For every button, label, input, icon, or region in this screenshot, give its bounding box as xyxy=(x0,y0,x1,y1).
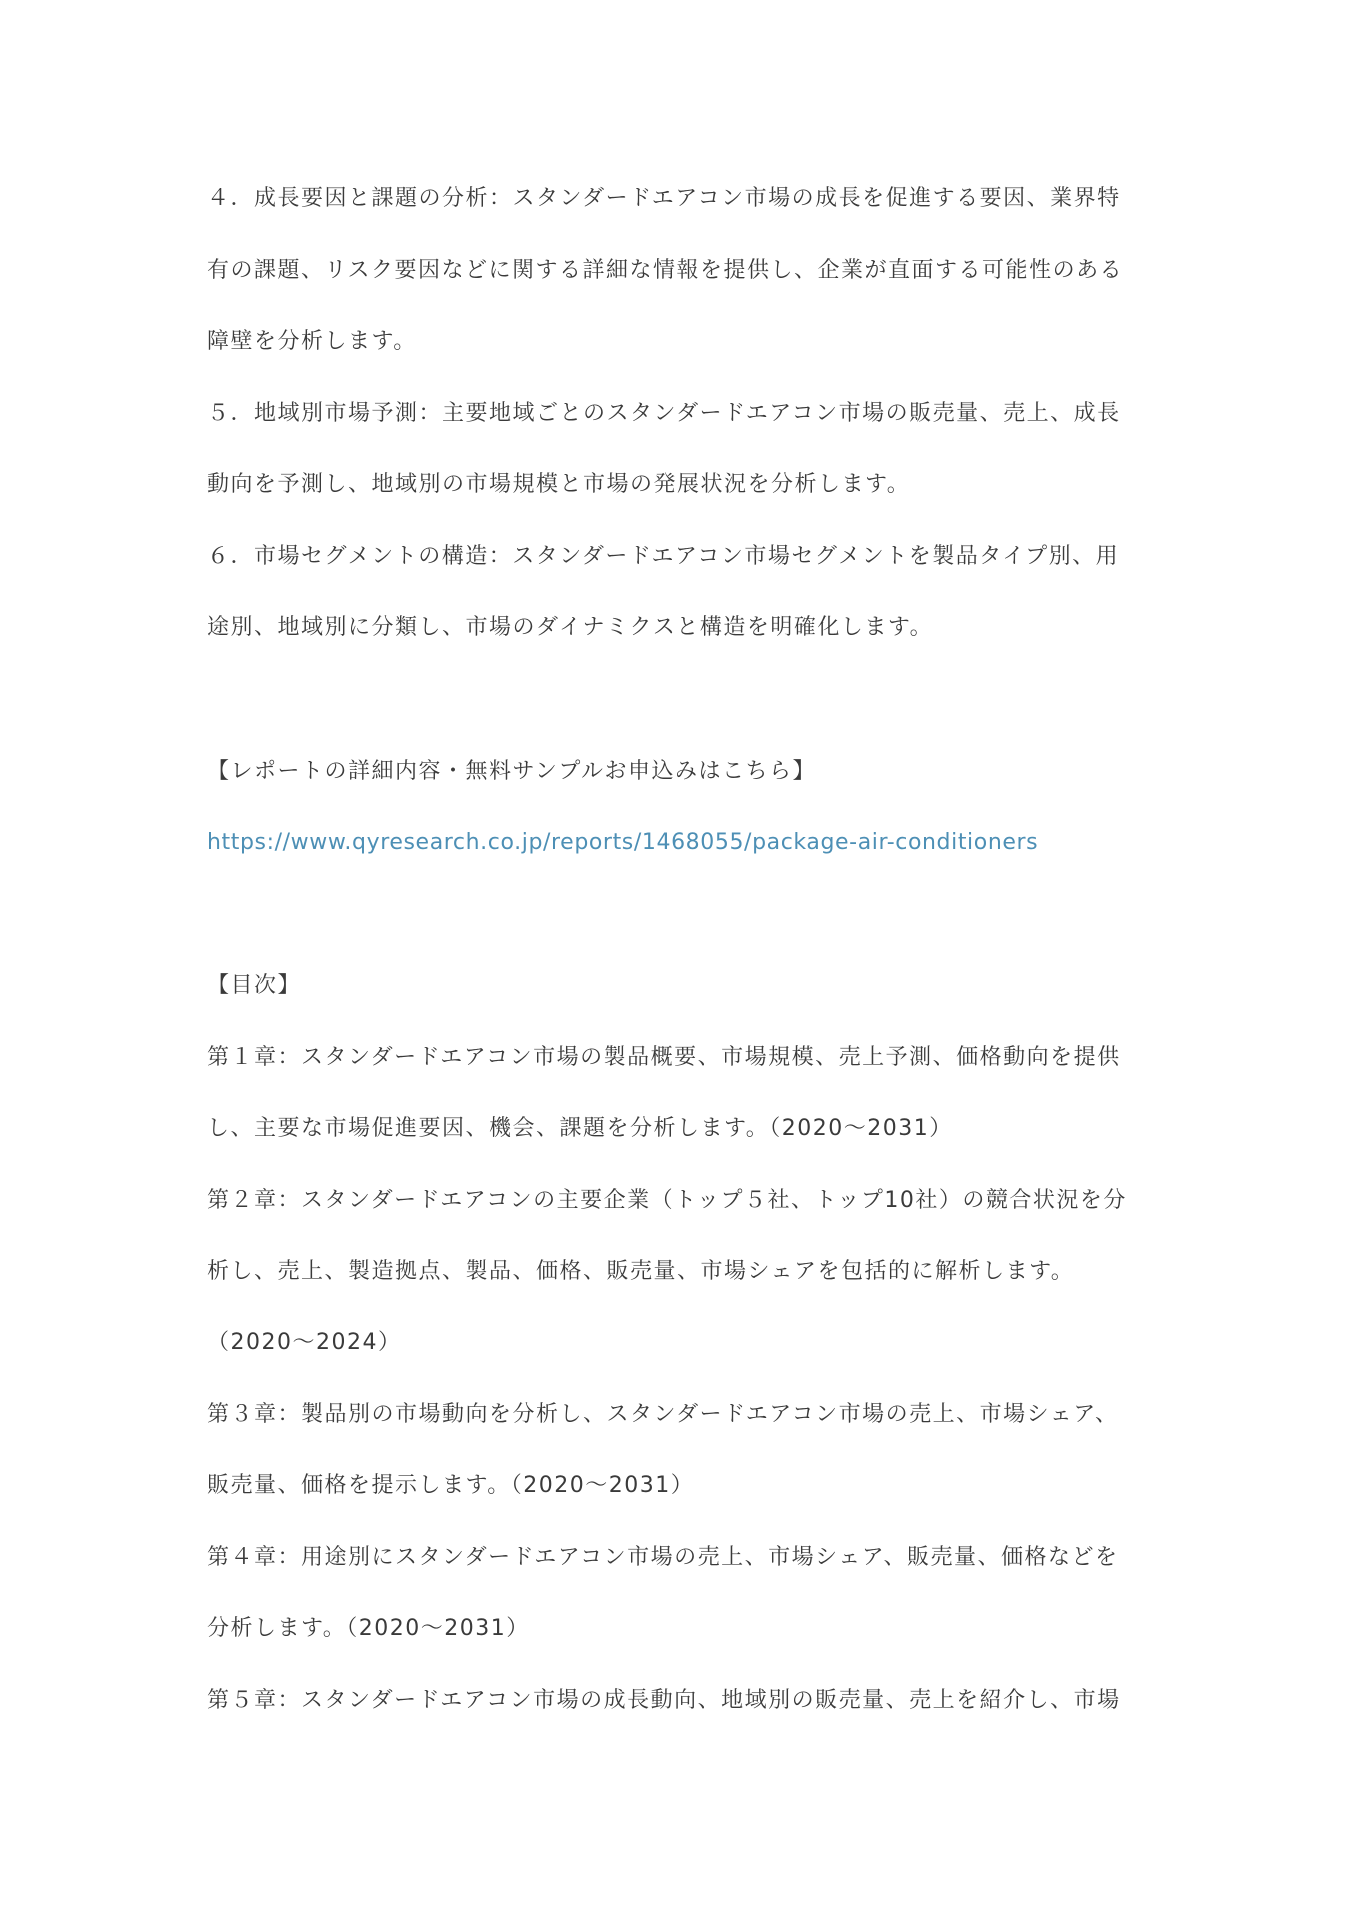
text-line: 途別、地域別に分類し、市場のダイナミクスと構造を明確化します。 xyxy=(207,615,934,640)
text-line: ６．市場セグメントの構造：スタンダードエアコン市場セグメントを製品タイプ別、用 xyxy=(207,544,1120,569)
text-line: 分析します。（2020～2031） xyxy=(207,1616,530,1641)
text-line: 販売量、価格を提示します。（2020～2031） xyxy=(207,1473,695,1498)
toc-heading: 【目次】 xyxy=(207,973,302,998)
text-line: 動向を予測し、地域別の市場規模と市場の発展状況を分析します。 xyxy=(207,472,911,497)
text-line: 有の課題、リスク要因などに関する詳細な情報を提供し、企業が直面する可能性のある xyxy=(207,258,1124,283)
text-line: し、主要な市場促進要因、機会、課題を分析します。（2020～2031） xyxy=(207,1116,953,1141)
text-line: （2020～2024） xyxy=(207,1330,402,1355)
text-line: 第２章：スタンダードエアコンの主要企業（トップ５社、トップ10社）の競合状況を分 xyxy=(207,1188,1127,1213)
text-line: 第３章：製品別の市場動向を分析し、スタンダードエアコン市場の売上、市場シェア、 xyxy=(207,1402,1119,1427)
sample-request-heading: 【レポートの詳細内容・無料サンプルお申込みはこちら】 xyxy=(207,759,817,784)
text-line: 析し、売上、製造拠点、製品、価格、販売量、市場シェアを包括的に解析します。 xyxy=(207,1259,1075,1284)
text-line: 第５章：スタンダードエアコン市場の成長動向、地域別の販売量、売上を紹介し、市場 xyxy=(207,1688,1121,1713)
report-link[interactable]: https://www.qyresearch.co.jp/reports/1468055/package-air-conditioners xyxy=(207,830,1039,855)
text-line: 第１章：スタンダードエアコン市場の製品概要、市場規模、売上予測、価格動向を提供 xyxy=(207,1045,1121,1070)
text-line: ５．地域別市場予測：主要地域ごとのスタンダードエアコン市場の販売量、売上、成長 xyxy=(207,401,1121,426)
text-line: 障壁を分析します。 xyxy=(207,329,417,354)
text-line: ４．成長要因と課題の分析：スタンダードエアコン市場の成長を促進する要因、業界特 xyxy=(207,186,1121,211)
text-line: 第４章：用途別にスタンダードエアコン市場の売上、市場シェア、販売量、価格などを xyxy=(207,1545,1119,1570)
